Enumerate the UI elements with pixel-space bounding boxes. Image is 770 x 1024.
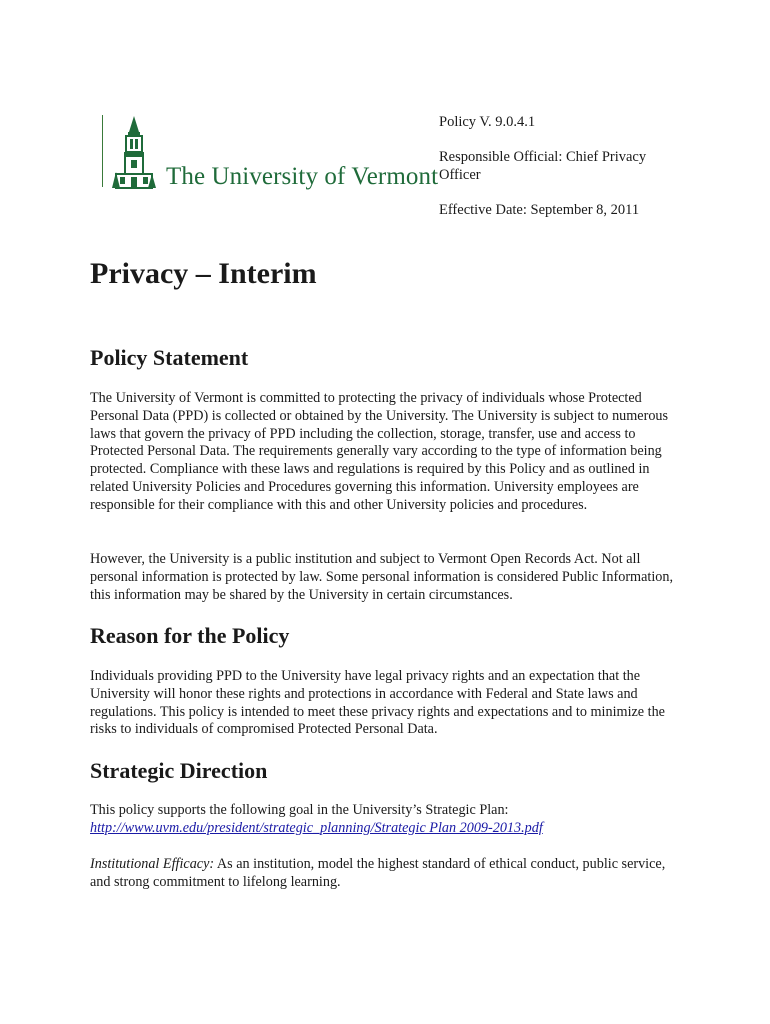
policy-metadata [439,113,679,236]
goal-text: As an institution, model the highest standard of ethical conduct, public service, and strong commitment to lifelong learning. [90,856,666,890]
reason-paragraph: Individuals providing PPD to the University have legal privacy rights and an expectation that the University will honor these rights and protections in accordance with Federal and State laws and regulations. This policy is intended to meet these privacy rights and expectations and to minimize the risks to individuals of compromised Protected Personal Data. [90,668,665,738]
effective-date: Effective Date: September 8, 2011 [439,202,640,218]
bell-tower-icon [112,116,156,190]
policy-number: Policy V. 9.0.4.1 [439,114,536,130]
strategic-direction-heading: Strategic Direction [90,758,268,783]
institutional-efficacy-paragraph [90,856,682,892]
university-logo [102,112,439,194]
strategic-direction-intro [90,802,682,838]
goal-label: Institutional Efficacy: [90,856,215,872]
strategic-direction-intro-text: This policy supports the following goal in the University’s Strategic Plan: [90,802,509,818]
policy-statement-paragraph-1: The University of Vermont is committed to protecting the privacy of individuals whose Protected Personal Data (PPD) is collected or obtained by the University. The University is subject to numerous laws that govern the privacy of PPD including the collection, storage, transfer, use and access to Protected Personal Data. The requirements generally vary according to the type of information being protected. Compliance with these laws and regulations is required by this Policy and as outlined in related University Policies and Procedures governing this information. University employees are responsible for their compliance with this and other University policies and procedures. [90,390,669,513]
page-title: Privacy – Interim [90,257,317,290]
logo-divider [102,115,103,187]
reason-heading: Reason for the Policy [90,623,290,648]
policy-statement-heading: Policy Statement [90,345,249,370]
logo-wordmark: The University of Vermont [166,163,439,190]
responsible-official: Responsible Official: Chief Privacy Officer [439,149,647,183]
policy-statement-paragraph-2: However, the University is a public institution and subject to Vermont Open Records Act. Not all personal information is protected by law. Some personal information is considered Public Information, this information may be shared by the University in certain circumstances. [90,551,673,603]
strategic-plan-link[interactable]: http://www.uvm.edu/president/strategic_planning/Strategic Plan 2009-2013.pdf [90,819,543,836]
